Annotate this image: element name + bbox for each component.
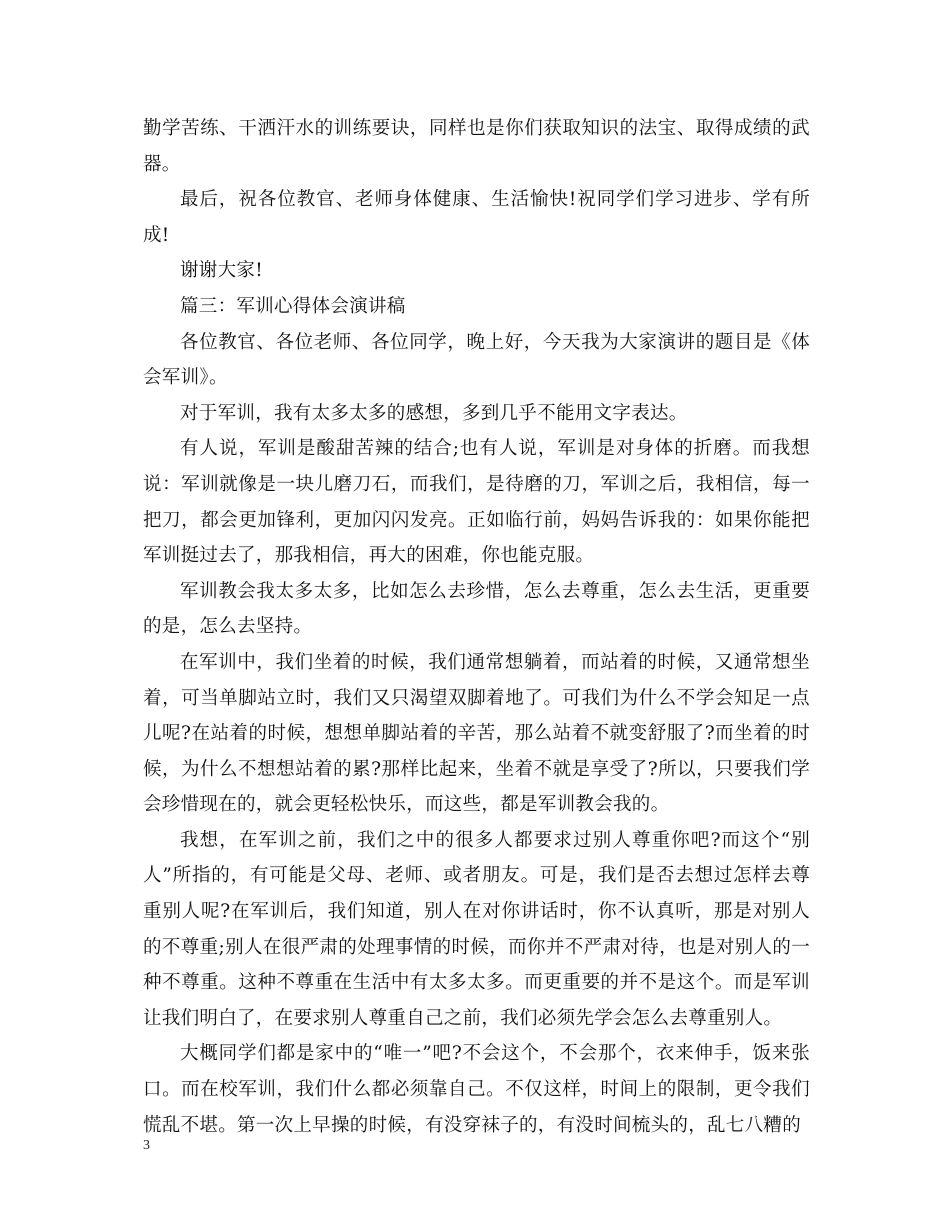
paragraph-6: 对于军训，我有太多太多的感想，多到几乎不能用文字表达。 (180, 402, 688, 424)
page-number: 3 (143, 1138, 150, 1153)
paragraph-2: 最后，祝各位教官、老师身体健康、生活愉快!祝同学们学习进步、学有所成! (143, 189, 810, 246)
paragraph-9: 在军训中，我们坐着的时候，我们通常想躺着，而站着的时候，又通常想坐着，可当单脚站立时，我们又只渴望双脚着地了。可我们为什么不学会知足一点儿呢?在站着的时候，想想单脚站着的辛苦，那么站着不就变舒服了?而坐着的时候，为什么不想想站着的累?那样比起来，坐着不就是享受了?所以，只要我们学会珍惜现在的，就会更轻松快乐，而这些，都是军训教会我的。 (143, 651, 810, 816)
paragraph-1: 勤学苦练、干洒汗水的训练要诀，同样也是你们获取知识的法宝、取得成绩的武器。 (143, 118, 810, 175)
paragraph-10: 我想，在军训之前，我们之中的很多人都要求过别人尊重你吧?而这个“别人”所指的，有可能是父母、老师、或者朋友。可是，我们是否去想过怎样去尊重别人呢?在军训后，我们知道，别人在对你讲话时，你不认真听，那是对别人的不尊重;别人在很严肃的处理事情的时候，而你并不严肃对待，也是对别人的一种不尊重。这种不尊重在生活中有太多太多。而更重要的并不是这个。而是军训让我们明白了，在要求别人尊重自己之前，我们必须先学会怎么去尊重别人。 (143, 829, 810, 1029)
section-heading: 篇三：军训心得体会演讲稿 (180, 295, 406, 317)
paragraph-11: 大概同学们都是家中的“唯一”吧?不会这个，不会那个，衣来伸手，饭来张口。而在校军训，我们什么都必须靠自己。不仅这样，时间上的限制，更令我们慌乱不堪。第一次上早操的时候，有没穿袜子的，有没时间梳头的，乱七八糟的 (143, 1043, 810, 1136)
paragraph-5: 各位教官、各位老师、各位同学，晚上好，今天我为大家演讲的题目是《体会军训》。 (143, 331, 810, 389)
paragraph-8: 军训教会我太多太多，比如怎么去珍惜，怎么去尊重，怎么去生活，更重要的是，怎么去坚持。 (143, 580, 810, 638)
document-body (143, 111, 810, 1143)
paragraph-7: 有人说，军训是酸甜苦辣的结合;也有人说，军训是对身体的折磨。而我想说：军训就像是一块儿磨刀石，而我们，是待磨的刀，军训之后，我相信，每一把刀，都会更加锋利，更加闪闪发亮。正如临行前，妈妈告诉我的：如果你能把军训挺过去了，那我相信，再大的困难，你也能克服。 (143, 438, 810, 567)
paragraph-3: 谢谢大家! (180, 260, 263, 282)
